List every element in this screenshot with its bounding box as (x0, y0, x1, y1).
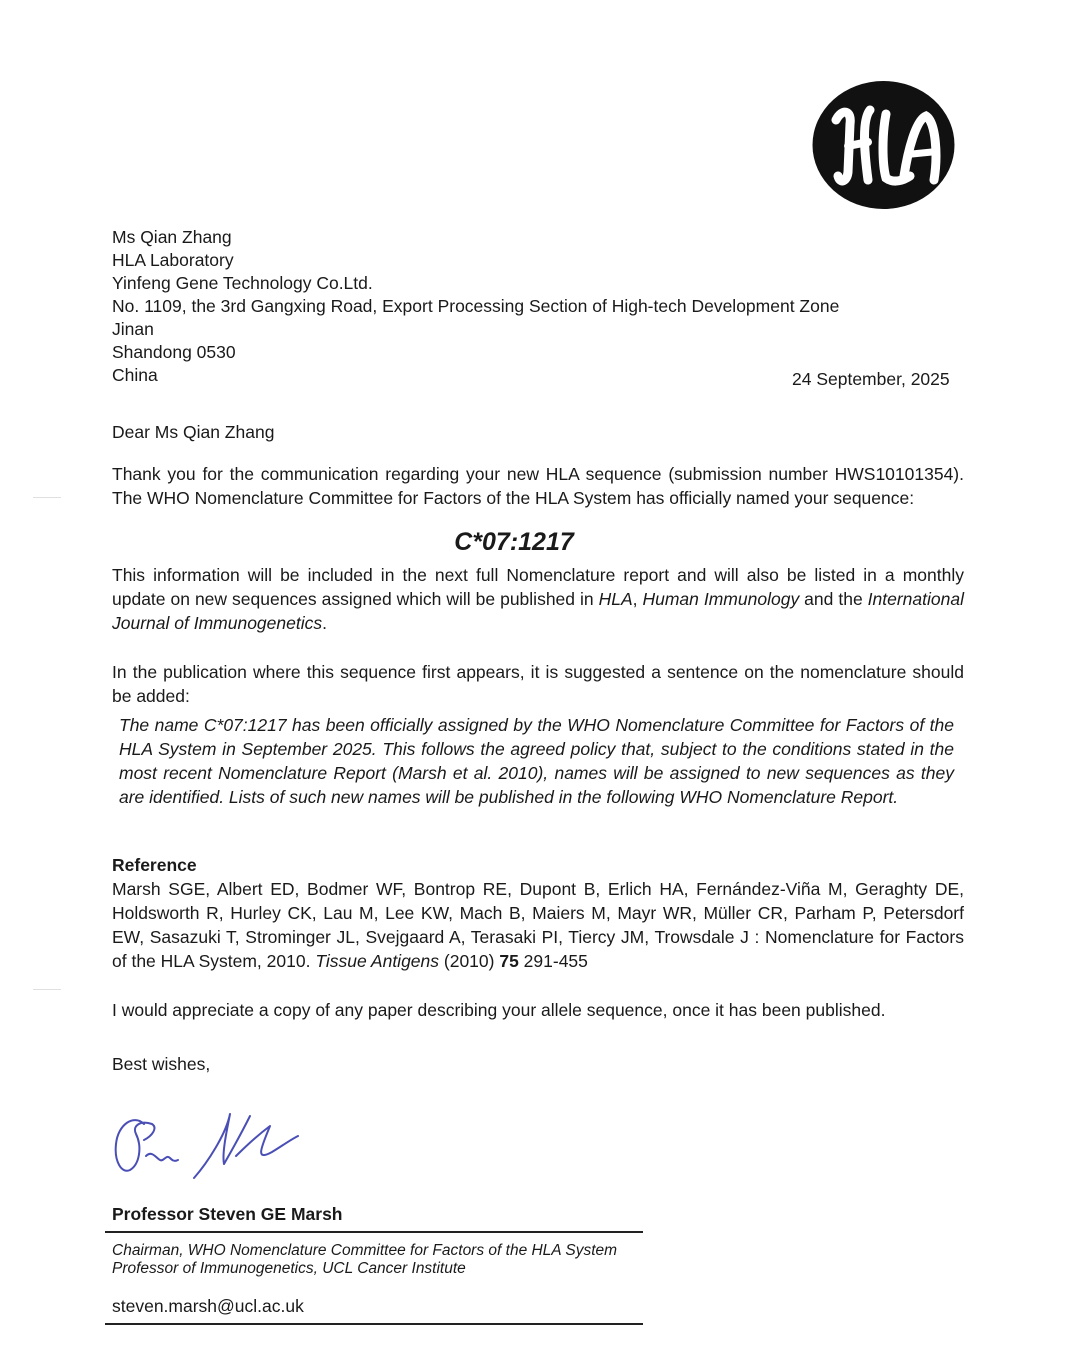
scan-mark (33, 989, 61, 990)
journal-hla: HLA (598, 589, 633, 609)
reference-heading: Reference (112, 855, 197, 875)
divider (105, 1231, 643, 1233)
signatory-roles (112, 1242, 617, 1278)
reference-volume: 75 (499, 951, 519, 971)
address-line: No. 1109, the 3rd Gangxing Road, Export Processing Section of High-tech Development Zone (112, 296, 840, 316)
scan-mark (33, 497, 61, 498)
reference-journal: Tissue Antigens (315, 951, 440, 971)
suggested-sentence: The name C*07:1217 has been officially assigned by the WHO Nomenclature Committee for Factors of the HLA System in September 2025. This follows the agreed policy that, subject to the conditions stated in the most recent Nomenclature Report (Marsh et al. 2010), names will be assigned to new sequences as they are identified. Lists of such new names will be published in the following WHO Nomenclature Report. (119, 715, 954, 807)
info-paragraph (112, 563, 964, 635)
info-lead: This information will be included in the next full Nomenclature report and will also be listed in a monthly update on new sequences assigned which will be published in (112, 565, 964, 609)
email-link[interactable]: steven.marsh@ucl.ac.uk (112, 1296, 304, 1316)
reference-pages: 291-455 (518, 951, 588, 971)
journal-ijg: International Journal of Immunogenetics (112, 589, 964, 633)
recipient-address (112, 226, 839, 387)
signature (112, 1106, 302, 1186)
info-sep: , (632, 589, 643, 609)
address-line: China (112, 365, 158, 385)
reference-year: (2010) (439, 951, 500, 971)
info-sep: and the (799, 589, 868, 609)
address-line: Jinan (112, 319, 154, 339)
request-paragraph: I would appreciate a copy of any paper describing your allele sequence, once it has been published. (112, 1000, 886, 1020)
role-line: Professor of Immunogenetics, UCL Cancer Institute (112, 1260, 466, 1277)
reference-citation (112, 877, 964, 973)
letter-date: 24 September, 2025 (792, 369, 950, 389)
salutation: Dear Ms Qian Zhang (112, 422, 275, 442)
role-line: Chairman, WHO Nomenclature Committee for Factors of the HLA System (112, 1242, 618, 1259)
journal-human-immunology: Human Immunology (642, 589, 800, 609)
address-line: HLA Laboratory (112, 250, 234, 270)
reference-authors: Marsh SGE, Albert ED, Bodmer WF, Bontrop RE, Dupont B, Erlich HA, Fernández-Viña M, Geraghty DE, Holdsworth R, Hurley CK, Lau M, Lee KW, Mach B, Maiers M, Mayr WR, Müller CR, Parham P, Petersdorf EW, Sasazuki T, Strominger JL, Svejgaard A, Terasaki PI, Tiercy JM, Trowsdale J : Nomenclature for Factors of the HLA System, 2010. (112, 879, 964, 971)
closing: Best wishes, (112, 1054, 211, 1074)
allele-name: C*07:1217 (454, 528, 574, 556)
divider (105, 1323, 643, 1325)
info-end: . (322, 613, 327, 633)
hla-logo (812, 80, 955, 210)
signature-mark (112, 1106, 302, 1186)
address-line: Ms Qian Zhang (112, 227, 232, 247)
address-line: Shandong 0530 (112, 342, 236, 362)
intro-paragraph: Thank you for the communication regarding your new HLA sequence (submission number HWS10101354). The WHO Nomenclature Committee for Factors of the HLA System has officially named your sequence: (112, 464, 964, 508)
hla-logo-mark (812, 80, 955, 210)
address-line: Yinfeng Gene Technology Co.Ltd. (112, 273, 373, 293)
signatory-name: Professor Steven GE Marsh (112, 1204, 343, 1224)
publication-note: In the publication where this sequence first appears, it is suggested a sentence on the nomenclature should be added: (112, 662, 964, 706)
